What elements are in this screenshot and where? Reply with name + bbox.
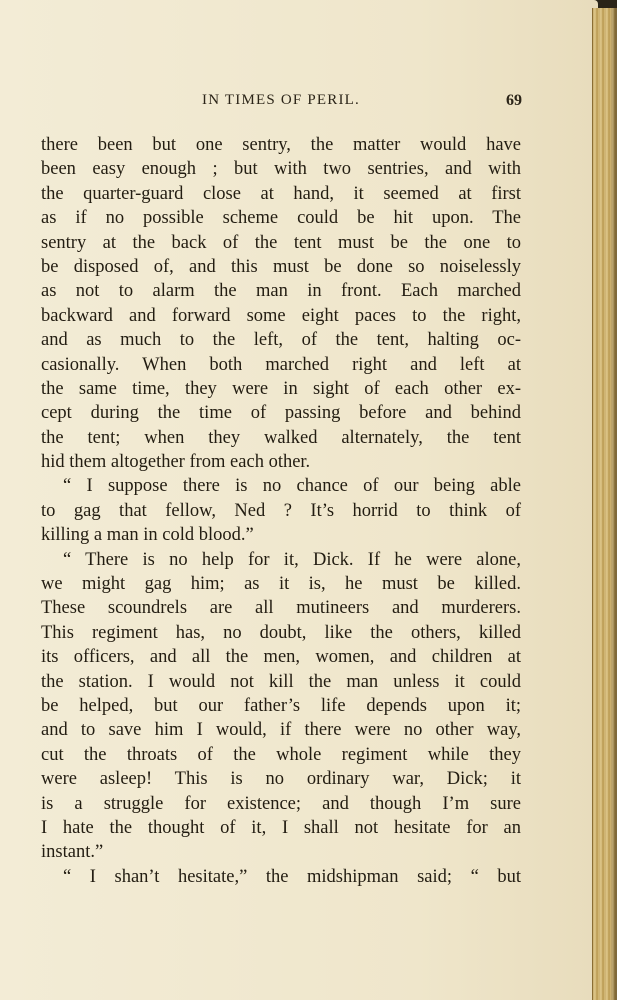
text-line: be disposed of, and this must be done so noiselessly (41, 256, 521, 277)
text-line: killing a man in cold blood.” (41, 525, 254, 546)
text-line: to gag that fellow, Ned ? It’s horrid to think of (41, 500, 521, 521)
running-title: IN TIMES OF PERIL. (202, 92, 360, 108)
text-line: been easy enough ; but with two sentries, and with (41, 159, 521, 180)
text-line: and as much to the left, of the tent, halting oc- (41, 330, 521, 351)
text-line: instant.” (41, 842, 104, 863)
body-text (41, 133, 521, 889)
text-line: its officers, and all the men, women, and children at (41, 647, 521, 668)
text-line: cut the throats of the whole regiment while they (41, 744, 521, 765)
text-line: sentry at the back of the tent must be the one to (41, 232, 521, 253)
text-line: and to save him I would, if there were no other way, (41, 720, 521, 741)
text-line: the quarter-guard close at hand, it seemed at first (41, 183, 521, 204)
text-line: These scoundrels are all mutineers and murderers. (41, 598, 521, 619)
text-line: “ I suppose there is no chance of our being able (63, 476, 521, 497)
text-line: is a struggle for existence; and though I’m sure (41, 793, 521, 814)
text-line: as if no possible scheme could be hit upon. The (41, 208, 521, 229)
text-line: This regiment has, no doubt, like the others, killed (41, 622, 521, 643)
running-head (40, 92, 522, 114)
text-line: we might gag him; as it is, he must be killed. (41, 574, 521, 595)
text-line: casionally. When both marched right and left at (41, 354, 521, 375)
page-stack-edge (592, 8, 617, 1000)
text-line: hid them altogether from each other. (41, 452, 311, 473)
text-line: I hate the thought of it, I shall not hesitate for an (41, 817, 521, 838)
text-line: there been but one sentry, the matter would have (41, 135, 521, 155)
text-line: were asleep! This is no ordinary war, Dick; it (41, 769, 521, 790)
text-line: as not to alarm the man in front. Each marched (41, 281, 521, 302)
text-line: “ I shan’t hesitate,” the midshipman said; “ but (63, 866, 521, 887)
text-line: the station. I would not kill the man unless it could (41, 671, 521, 692)
text-line: cept during the time of passing before and behind (41, 403, 521, 424)
page-number: 69 (506, 92, 522, 109)
text-line: “ There is no help for it, Dick. If he were alone, (63, 549, 521, 570)
text-line: the tent; when they walked alternately, the tent (41, 427, 521, 448)
text-line: the same time, they were in sight of each other ex- (41, 378, 521, 399)
text-line: backward and forward some eight paces to the right, (41, 305, 521, 326)
text-line: be helped, but our father’s life depends upon it; (41, 695, 521, 716)
